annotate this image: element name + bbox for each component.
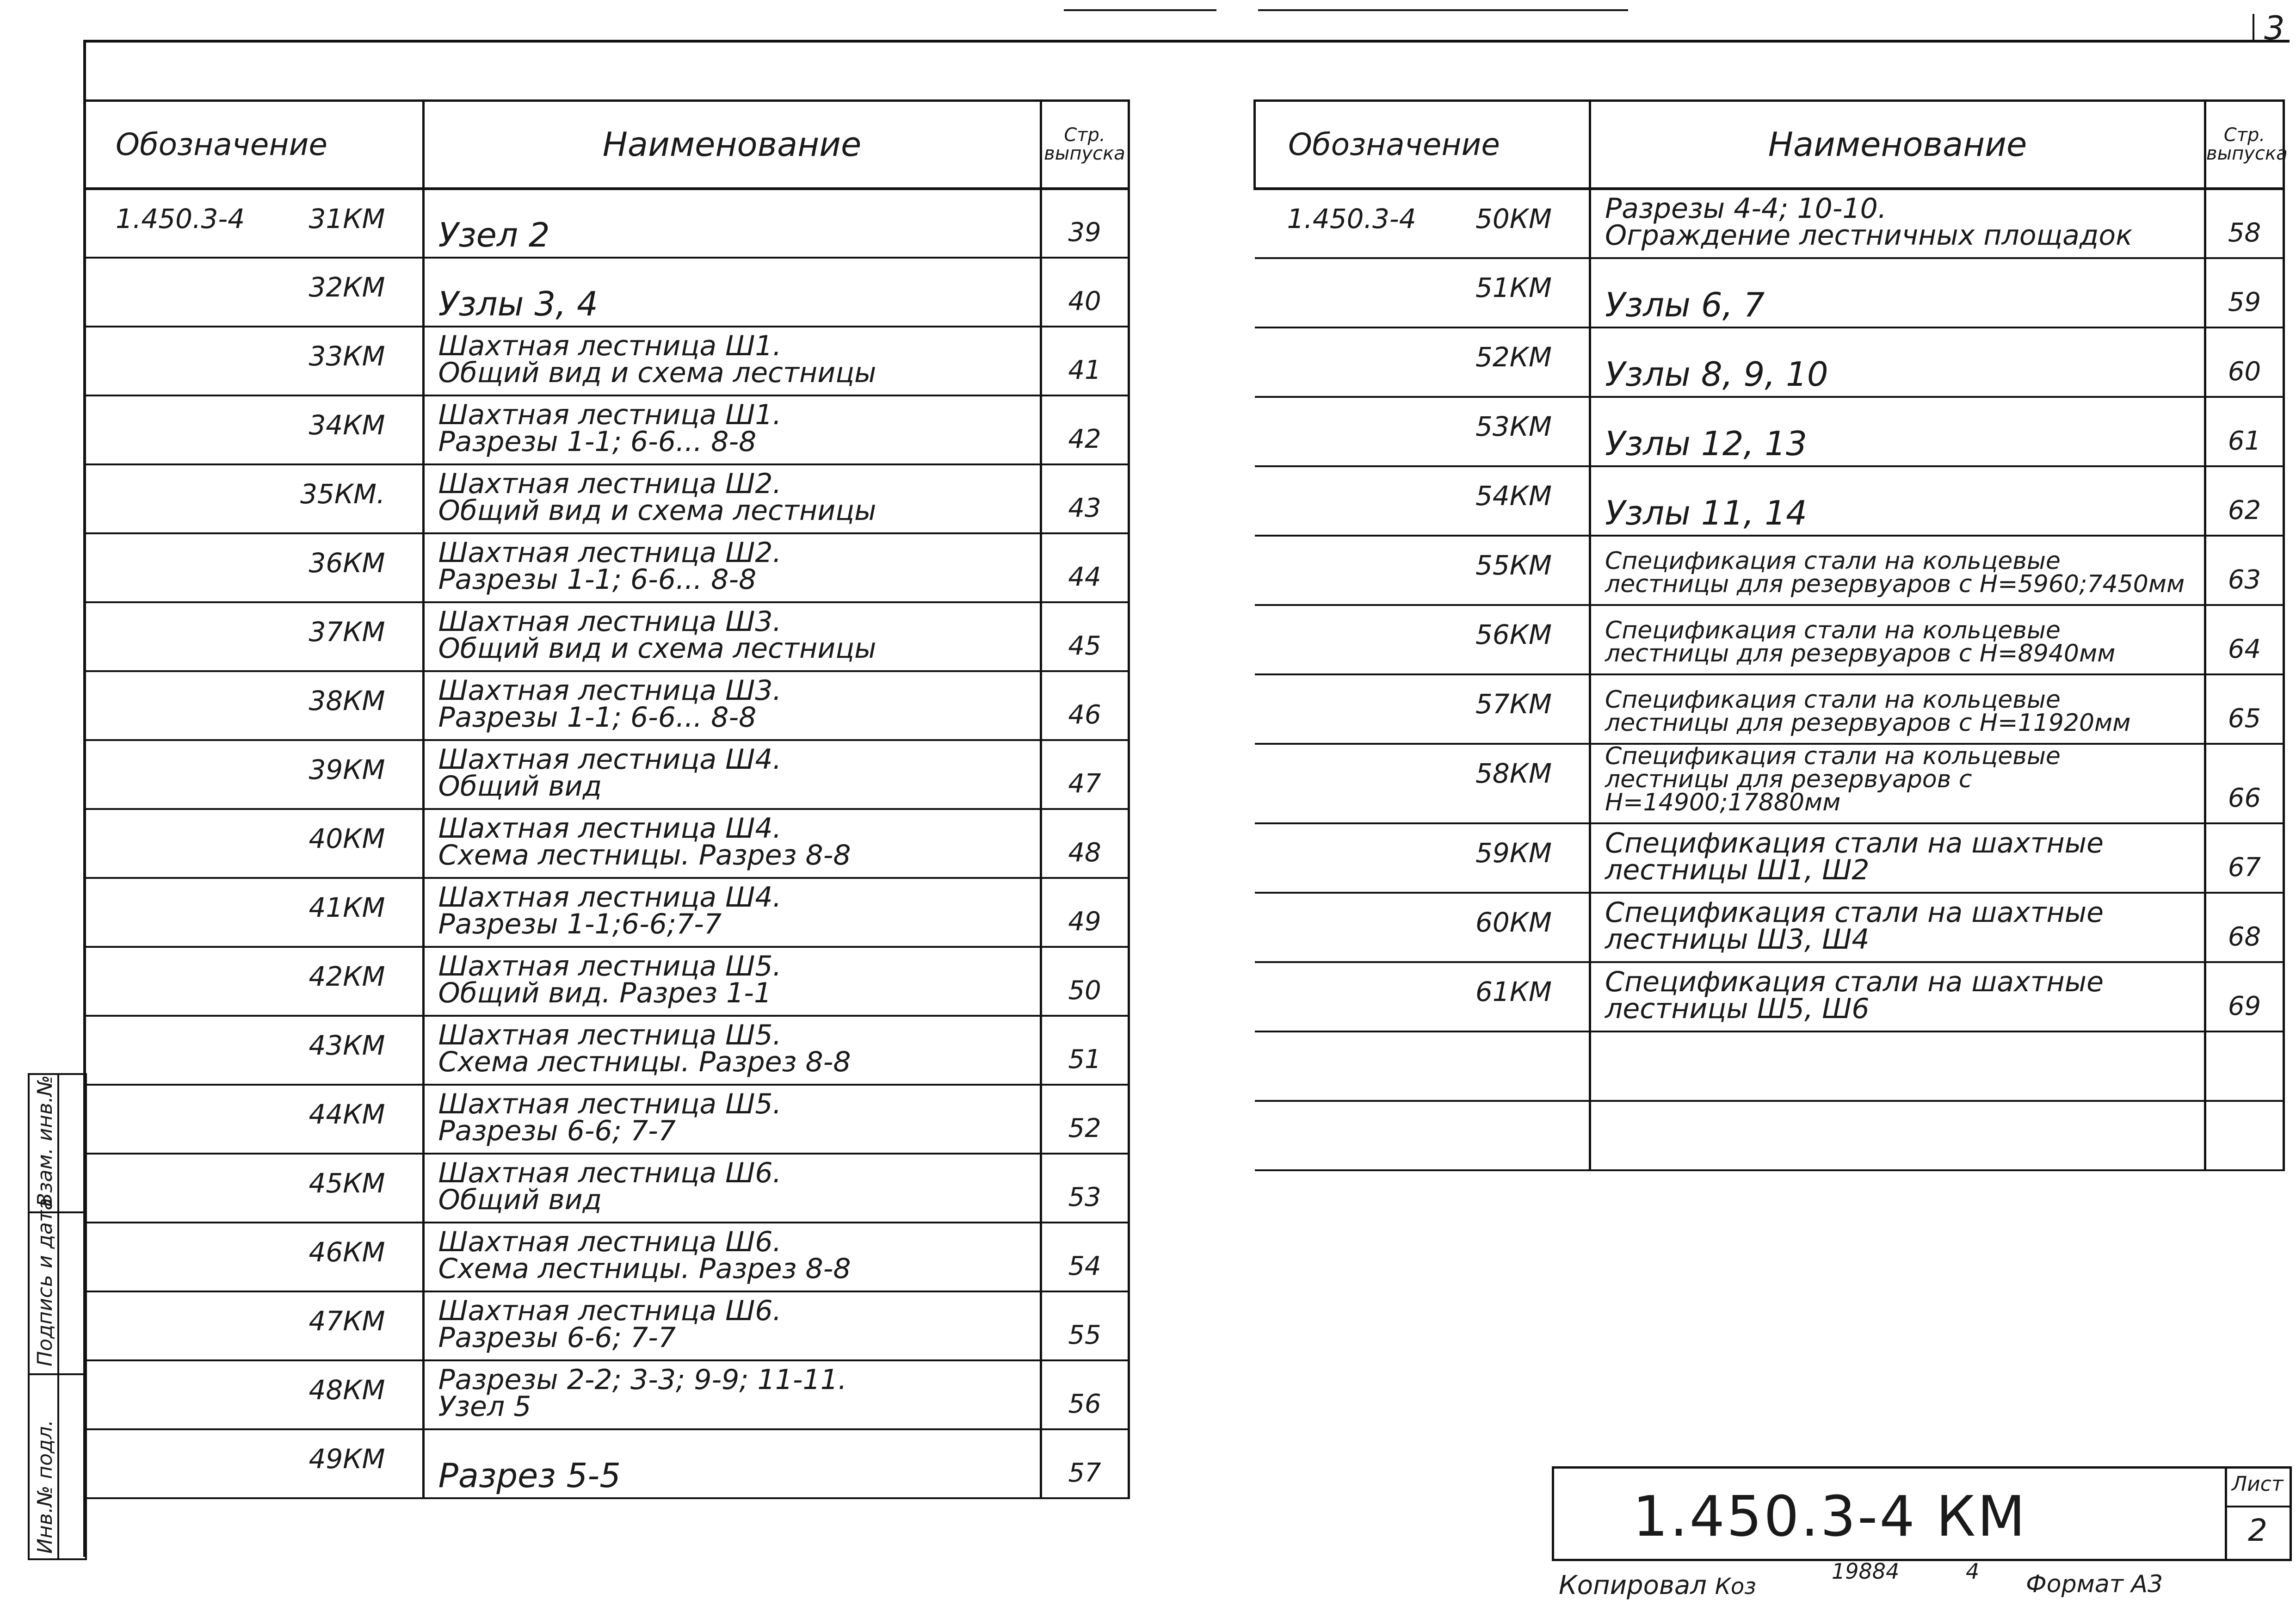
table-row (83, 1291, 1129, 1360)
row-name-line: Шахтная лестница Ш6. (438, 1225, 782, 1258)
row-designation (83, 1016, 423, 1085)
table-row (1255, 674, 2284, 744)
footer-copied-label: Копировал (1559, 1570, 1707, 1600)
row-page: 55 (1041, 1291, 1129, 1360)
row-page: 39 (1041, 189, 1129, 258)
footer-copied-sign: Коз (1715, 1574, 1756, 1600)
sheet-number: 2 (2248, 1513, 2267, 1548)
table-row (1255, 258, 2284, 327)
row-page: 40 (1041, 258, 1129, 327)
row-code: 53КМ (1475, 410, 1552, 442)
row-name-line: Схема лестницы. Разрез 8-8 (438, 1252, 851, 1285)
row-page (2205, 1101, 2284, 1170)
row-name-line: Шахтная лестница Ш5. (438, 950, 782, 982)
row-code: 31КМ (309, 203, 385, 235)
row-designation (83, 327, 423, 395)
row-name-line: Узлы 11, 14 (1605, 493, 1807, 532)
row-code: 46КМ (309, 1236, 385, 1268)
row-designation (1255, 1101, 1590, 1170)
table-row (1255, 893, 2284, 962)
row-name-line: Разрезы 1-1; 6-6... 8-8 (438, 425, 757, 458)
row-designation (83, 464, 423, 533)
row-page (2205, 1031, 2284, 1101)
corner-tick (2253, 14, 2254, 42)
row-designation (1255, 466, 1590, 536)
row-name (423, 1154, 1041, 1223)
row-name-line: Разрезы 1-1; 6-6... 8-8 (438, 701, 757, 734)
footer-copied (1559, 1570, 1756, 1600)
row-page: 50 (1041, 947, 1129, 1016)
row-name-line: Спецификация стали на кольцевые (1605, 616, 2061, 644)
row-name-line: Шахтная лестница Ш3. (438, 674, 782, 707)
row-name-line: Общий вид и схема лестницы (438, 356, 876, 389)
stamp-inner-line (57, 1073, 59, 1558)
table-row (1255, 397, 2284, 466)
row-name-line: Спецификация стали на шахтные (1605, 827, 2104, 859)
row-page: 67 (2205, 823, 2284, 893)
row-designation (1255, 189, 1590, 258)
row-designation (83, 533, 423, 602)
row-code: 49КМ (309, 1443, 385, 1475)
row-page: 56 (1041, 1360, 1129, 1429)
row-designation (83, 395, 423, 464)
right-spec-table (1253, 99, 2288, 1171)
row-page: 60 (2205, 327, 2284, 397)
row-name-line: Шахтная лестница Ш6. (438, 1294, 782, 1327)
table-row (1255, 823, 2284, 893)
table-row (83, 947, 1129, 1016)
row-page: 52 (1041, 1085, 1129, 1154)
footer-format: Формат А3 (2026, 1570, 2163, 1598)
left-spec-table (83, 99, 1130, 1499)
row-designation (83, 189, 423, 258)
row-designation (83, 1360, 423, 1429)
row-name-line: Шахтная лестница Ш4. (438, 881, 782, 914)
right-header-designation: Обозначение (1255, 101, 1590, 189)
row-name-line: Спецификация стали на кольцевые (1605, 742, 2061, 770)
row-name-line: Узлы 8, 9, 10 (1605, 354, 1828, 394)
row-name (1590, 258, 2205, 327)
row-name (423, 809, 1041, 878)
row-name (423, 1223, 1041, 1291)
row-name (1590, 1031, 2205, 1101)
row-code: 33КМ (309, 340, 385, 372)
row-name-line: Шахтная лестница Ш1. (438, 398, 782, 431)
row-code: 43КМ (309, 1029, 385, 1061)
footer-order-number: 19884 (1832, 1559, 1900, 1584)
row-name-line: Схема лестницы. Разрез 8-8 (438, 1045, 851, 1078)
series-prefix: 1.450.3-4 (116, 203, 245, 235)
row-name-line: Шахтная лестница Ш5. (438, 1087, 782, 1120)
table-row (83, 1016, 1129, 1085)
row-name (1590, 189, 2205, 258)
header-rule-2 (1258, 9, 1628, 11)
row-name-line: Общий вид (438, 770, 602, 803)
table-row (83, 1085, 1129, 1154)
row-name-line: Общий вид и схема лестницы (438, 632, 876, 665)
row-name (423, 1360, 1041, 1429)
row-name (1590, 397, 2205, 466)
row-name-line: Шахтная лестница Ш1. (438, 329, 782, 362)
row-designation (83, 878, 423, 947)
row-page: 43 (1041, 464, 1129, 533)
row-name (423, 533, 1041, 602)
row-code: 36КМ (309, 547, 385, 579)
row-name (423, 602, 1041, 671)
document-code: 1.450.3-4 КМ (1633, 1485, 2027, 1549)
row-name (423, 258, 1041, 327)
row-name (1590, 1101, 2205, 1170)
row-name-line: лестницы Ш3, Ш4 (1605, 923, 1870, 956)
row-page: 51 (1041, 1016, 1129, 1085)
row-name-line: Узлы 12, 13 (1605, 424, 1807, 463)
row-code: 50КМ (1475, 203, 1552, 235)
row-name (423, 1291, 1041, 1360)
row-name-line: Общий вид и схема лестницы (438, 494, 876, 527)
row-page: 49 (1041, 878, 1129, 947)
table-row (1255, 605, 2284, 674)
row-designation (1255, 258, 1590, 327)
side-stamp (28, 1073, 87, 1560)
row-name (423, 327, 1041, 395)
table-row (83, 189, 1129, 258)
row-name (1590, 744, 2205, 823)
row-name-line: лестницы для резервуаров с Н=8940мм (1605, 639, 2116, 667)
row-designation (83, 1085, 423, 1154)
table-row (1255, 1031, 2284, 1101)
row-code: 38КМ (309, 685, 385, 716)
row-name (1590, 466, 2205, 536)
row-name-line: Разрезы 1-1; 6-6... 8-8 (438, 563, 757, 596)
row-code: 60КМ (1475, 906, 1552, 938)
row-name (423, 740, 1041, 809)
table-row (83, 1429, 1129, 1498)
row-name (423, 1016, 1041, 1085)
row-page: 66 (2205, 744, 2284, 823)
row-code: 57КМ (1475, 688, 1552, 720)
row-name (1590, 605, 2205, 674)
row-name-line: Спецификация стали на кольцевые (1605, 547, 2061, 575)
row-designation (1255, 823, 1590, 893)
table-row (83, 1360, 1129, 1429)
row-code: 44КМ (309, 1098, 385, 1130)
row-code: 40КМ (309, 822, 385, 854)
row-name (423, 671, 1041, 740)
row-page: 58 (2205, 189, 2284, 258)
left-header-name: Наименование (423, 101, 1041, 189)
sheet-label-divider (2225, 1506, 2290, 1507)
table-row (83, 327, 1129, 395)
row-name-line: Шахтная лестница Ш2. (438, 467, 782, 500)
row-code: 45КМ (309, 1167, 385, 1199)
table-row (83, 533, 1129, 602)
series-prefix: 1.450.3-4 (1287, 203, 1416, 235)
right-table-body (1255, 189, 2284, 1170)
row-page: 57 (1041, 1429, 1129, 1498)
row-name (1590, 674, 2205, 744)
footer-order-suffix: 4 (1966, 1559, 1980, 1584)
row-name-line: Шахтная лестница Ш4. (438, 812, 782, 845)
row-designation (1255, 962, 1590, 1031)
header-rule-1 (1064, 9, 1216, 11)
row-designation (1255, 605, 1590, 674)
right-header-page: Стр. выпуска (2205, 101, 2284, 189)
row-designation (83, 809, 423, 878)
row-designation (83, 258, 423, 327)
row-designation (83, 1291, 423, 1360)
row-page: 59 (2205, 258, 2284, 327)
right-header-name: Наименование (1590, 101, 2205, 189)
row-name-line: Узлы 6, 7 (1605, 285, 1765, 324)
row-code: 41КМ (309, 891, 385, 923)
table-row (1255, 1101, 2284, 1170)
row-name-line: лестницы для резервуаров с Н=5960;7450мм (1605, 570, 2185, 598)
table-row (83, 809, 1129, 878)
row-name (423, 189, 1041, 258)
table-row (1255, 536, 2284, 605)
row-code: 39КМ (309, 754, 385, 785)
row-name (1590, 823, 2205, 893)
left-header-designation: Обозначение (83, 101, 423, 189)
table-row (1255, 327, 2284, 397)
row-name-line: Разрезы 2-2; 3-3; 9-9; 11-11. (438, 1363, 847, 1396)
row-name-line: Разрезы 6-6; 7-7 (438, 1114, 676, 1147)
table-row (1255, 189, 2284, 258)
title-block-divider (2225, 1469, 2227, 1559)
table-row (83, 258, 1129, 327)
row-designation (1255, 744, 1590, 823)
stamp-divider-2 (28, 1373, 85, 1375)
row-designation (1255, 674, 1590, 744)
row-name (423, 395, 1041, 464)
row-name-line: Шахтная лестница Ш6. (438, 1156, 782, 1189)
row-name (423, 1429, 1041, 1498)
table-row (83, 395, 1129, 464)
row-page: 68 (2205, 893, 2284, 962)
row-designation (1255, 1031, 1590, 1101)
row-page: 64 (2205, 605, 2284, 674)
left-table-body (83, 189, 1129, 1498)
row-page: 63 (2205, 536, 2284, 605)
row-name (1590, 962, 2205, 1031)
row-name-line: Ограждение лестничных площадок (1605, 219, 2133, 252)
row-name-line: Спецификация стали на кольцевые (1605, 686, 2061, 714)
row-name-line: лестницы для резервуаров с Н=14900;17880мм (1605, 765, 1972, 816)
row-name-line: Шахтная лестница Ш3. (438, 605, 782, 638)
row-page: 54 (1041, 1223, 1129, 1291)
table-row (83, 1154, 1129, 1223)
row-name (423, 1085, 1041, 1154)
row-name-line: лестницы Ш5, Ш6 (1605, 992, 1870, 1025)
row-code: 59КМ (1475, 837, 1552, 869)
row-code: 32КМ (309, 271, 385, 303)
row-code: 48КМ (309, 1374, 385, 1406)
sheet-label: Лист (2232, 1472, 2284, 1496)
row-page: 48 (1041, 809, 1129, 878)
row-name-line: Разрезы 6-6; 7-7 (438, 1321, 676, 1354)
row-name-line: Разрезы 4-4; 10-10. (1605, 192, 1887, 225)
stamp-replace-inv: Взам. инв.№ (33, 1075, 57, 1207)
row-code: 51КМ (1475, 272, 1552, 303)
row-code: 61КМ (1475, 976, 1552, 1007)
row-page: 62 (2205, 466, 2284, 536)
row-page: 46 (1041, 671, 1129, 740)
title-block (1552, 1466, 2292, 1561)
row-code: 54КМ (1475, 480, 1552, 512)
row-page: 65 (2205, 674, 2284, 744)
row-name-line: Разрез 5-5 (438, 1456, 621, 1495)
row-name-line: Шахтная лестница Ш2. (438, 536, 782, 569)
row-code: 42КМ (309, 960, 385, 992)
table-row (1255, 466, 2284, 536)
row-name-line: Общий вид. Разрез 1-1 (438, 976, 772, 1009)
table-row (83, 1223, 1129, 1291)
row-code: 55КМ (1475, 549, 1552, 581)
row-designation (1255, 536, 1590, 605)
row-code: 58КМ (1475, 757, 1552, 789)
row-page: 45 (1041, 602, 1129, 671)
row-name-line: Разрезы 1-1;6-6;7-7 (438, 908, 722, 940)
row-page: 44 (1041, 533, 1129, 602)
row-name-line: Схема лестницы. Разрез 8-8 (438, 839, 851, 871)
row-designation (83, 740, 423, 809)
table-row (1255, 962, 2284, 1031)
row-page: 61 (2205, 397, 2284, 466)
row-name (1590, 536, 2205, 605)
table-row (83, 878, 1129, 947)
row-page: 69 (2205, 962, 2284, 1031)
row-designation (83, 1429, 423, 1498)
row-designation (1255, 893, 1590, 962)
row-name (423, 878, 1041, 947)
row-designation (83, 602, 423, 671)
table-row (83, 602, 1129, 671)
stamp-sign-date: Подпись и дата (33, 1198, 57, 1366)
row-page: 47 (1041, 740, 1129, 809)
row-name-line: Узлы 3, 4 (438, 284, 598, 323)
row-name-line: Шахтная лестница Ш5. (438, 1019, 782, 1051)
row-designation (83, 1154, 423, 1223)
row-name-line: Узел 5 (438, 1390, 531, 1423)
table-row (83, 740, 1129, 809)
row-name-line: лестницы Ш1, Ш2 (1605, 853, 1870, 886)
row-page: 53 (1041, 1154, 1129, 1223)
stamp-inv-orig: Инв.№ подл. (33, 1420, 57, 1554)
row-code: 37КМ (309, 616, 385, 648)
row-name-line: Шахтная лестница Ш4. (438, 743, 782, 776)
row-code: 52КМ (1475, 341, 1552, 373)
row-name-line: Спецификация стали на шахтные (1605, 965, 2104, 998)
row-designation (83, 947, 423, 1016)
row-code: 34КМ (309, 409, 385, 441)
table-row (83, 671, 1129, 740)
row-name-line: Спецификация стали на шахтные (1605, 896, 2104, 929)
row-designation (1255, 327, 1590, 397)
row-designation (83, 671, 423, 740)
row-code: 56КМ (1475, 618, 1552, 650)
row-name (423, 947, 1041, 1016)
row-designation (83, 1223, 423, 1291)
row-name-line: Узел 2 (438, 215, 550, 254)
row-page: 42 (1041, 395, 1129, 464)
row-code: 47КМ (309, 1305, 385, 1337)
row-name (423, 464, 1041, 533)
table-row (1255, 744, 2284, 823)
row-name (1590, 327, 2205, 397)
row-name (1590, 893, 2205, 962)
row-page: 41 (1041, 327, 1129, 395)
frame-top-line (83, 40, 2290, 43)
row-code: 35КМ. (300, 478, 385, 510)
corner-mark: 3 (2264, 9, 2285, 47)
row-name-line: Общий вид (438, 1183, 602, 1216)
table-row (83, 464, 1129, 533)
row-designation (1255, 397, 1590, 466)
row-name-line: лестницы для резервуаров с Н=11920мм (1605, 709, 2131, 737)
left-header-page: Стр. выпуска (1041, 101, 1129, 189)
